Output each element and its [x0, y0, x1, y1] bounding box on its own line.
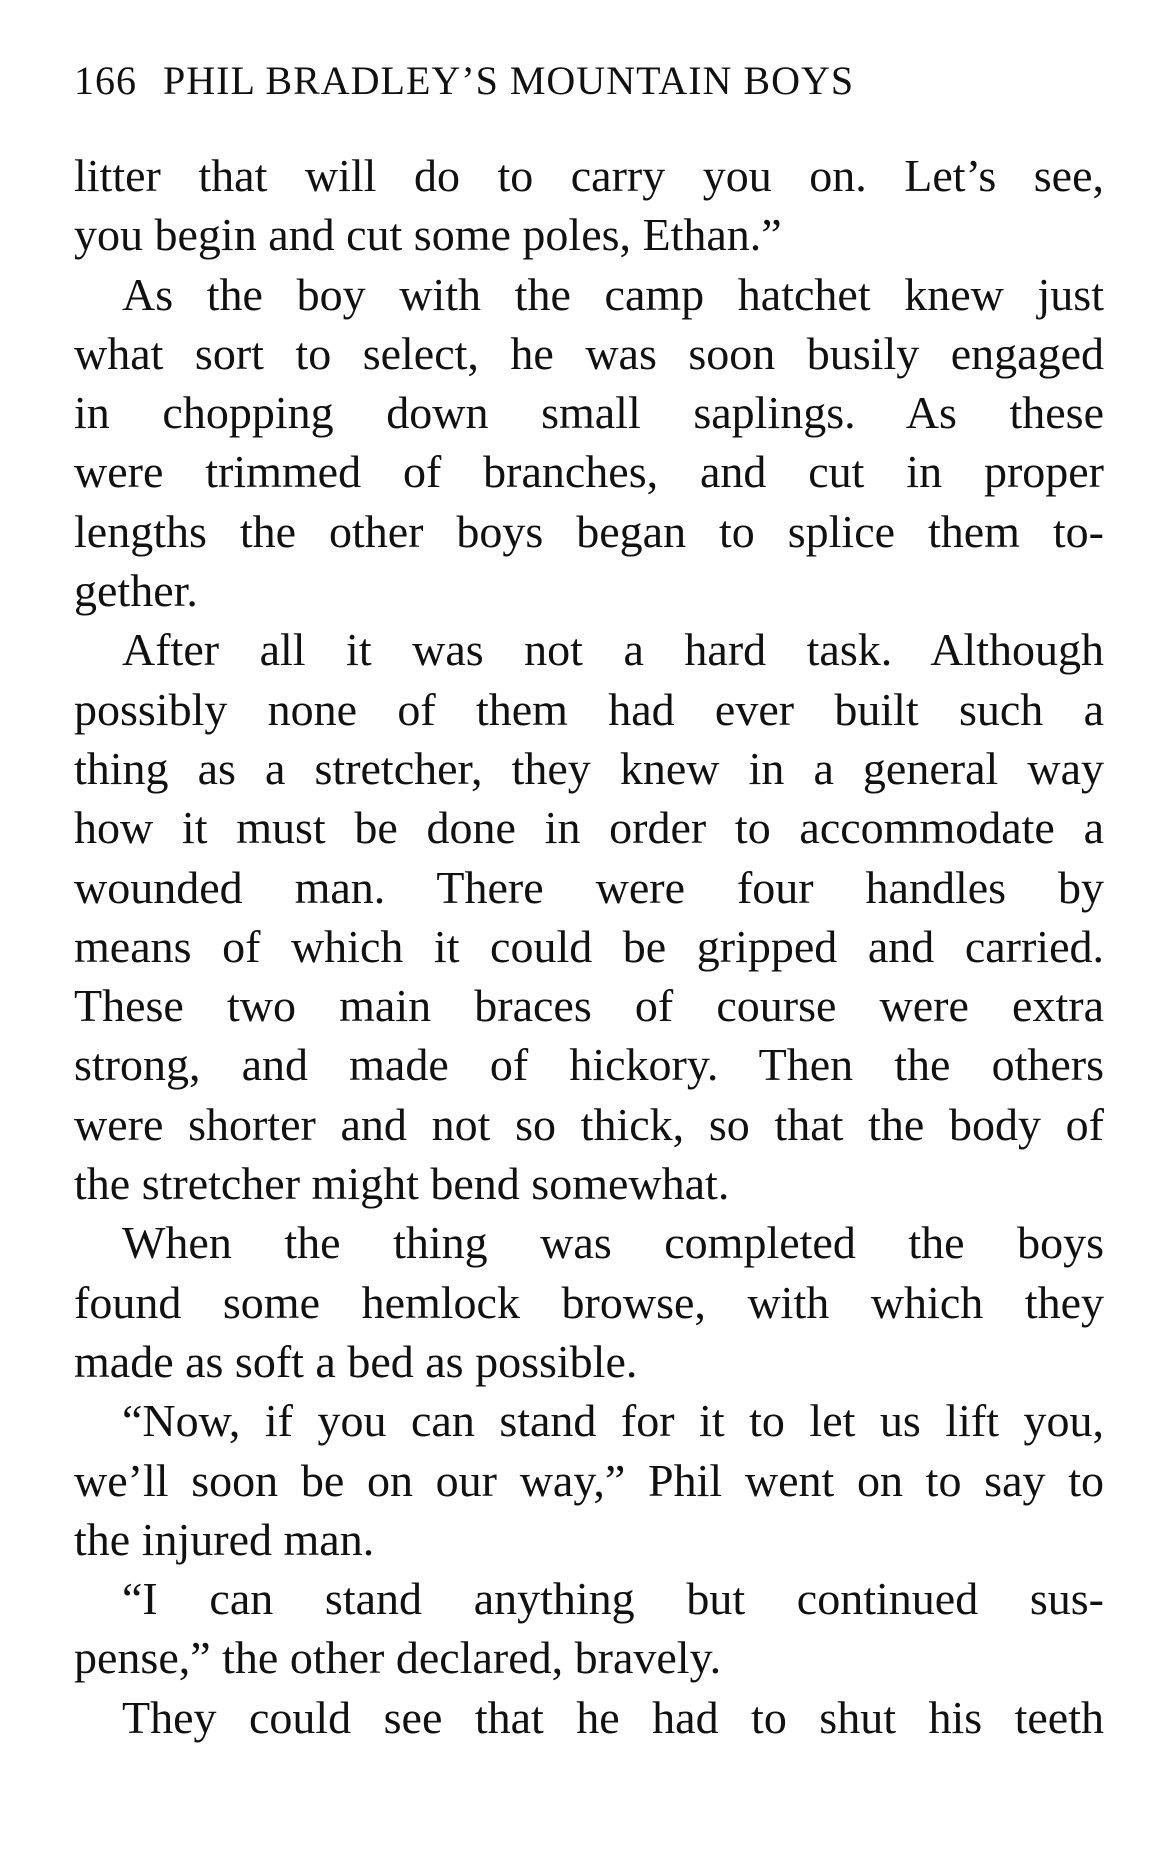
text-line: made as soft a bed as possible.: [74, 1335, 638, 1387]
text-line: found some hemlock browse, with which they: [74, 1276, 1104, 1328]
text-line: After all it was not a hard task. Although: [122, 624, 1104, 676]
text-line: the injured man.: [74, 1513, 375, 1565]
text-line: possibly none of them had ever built such a: [74, 683, 1104, 735]
text-line: As the boy with the camp hatchet knew just: [122, 268, 1104, 320]
page-number: 166: [74, 58, 137, 103]
text-line: pense,” the other declared, bravely.: [74, 1632, 722, 1684]
text-line: we’ll soon be on our way,” Phil went on to say to: [74, 1454, 1104, 1506]
text-line: They could see that he had to shut his teeth: [122, 1691, 1104, 1743]
text-line: lengths the other boys began to splice them to-: [74, 505, 1104, 557]
text-line: litter that will do to carry you on. Let’s see,: [74, 150, 1104, 201]
running-head: [74, 56, 1034, 106]
text-line: When the thing was completed the boys: [122, 1217, 1104, 1269]
text-line: in chopping down small saplings. As these: [74, 387, 1104, 439]
text-line: strong, and made of hickory. Then the others: [74, 1039, 1104, 1091]
text-line: what sort to select, he was soon busily engaged: [74, 327, 1104, 379]
text-line: “Now, if you can stand for it to let us lift you,: [122, 1395, 1104, 1447]
text-line: you begin and cut some poles, Ethan.”: [74, 209, 782, 261]
text-line: were shorter and not so thick, so that the body of: [74, 1098, 1104, 1150]
text-line: “I can stand anything but continued sus-: [122, 1573, 1104, 1625]
text-line: how it must be done in order to accommodate a: [74, 802, 1104, 854]
text-line: thing as a stretcher, they knew in a general way: [74, 742, 1104, 794]
body-text: [74, 146, 1104, 1747]
text-line: were trimmed of branches, and cut in proper: [74, 446, 1104, 498]
text-line: These two main braces of course were extra: [74, 980, 1104, 1032]
text-line: gether.: [74, 565, 198, 617]
text-line: the stretcher might bend somewhat.: [74, 1158, 730, 1210]
book-title: PHIL BRADLEY’S MOUNTAIN BOYS: [163, 58, 855, 103]
text-line: means of which it could be gripped and carried.: [74, 920, 1104, 972]
text-line: wounded man. There were four handles by: [74, 861, 1104, 913]
